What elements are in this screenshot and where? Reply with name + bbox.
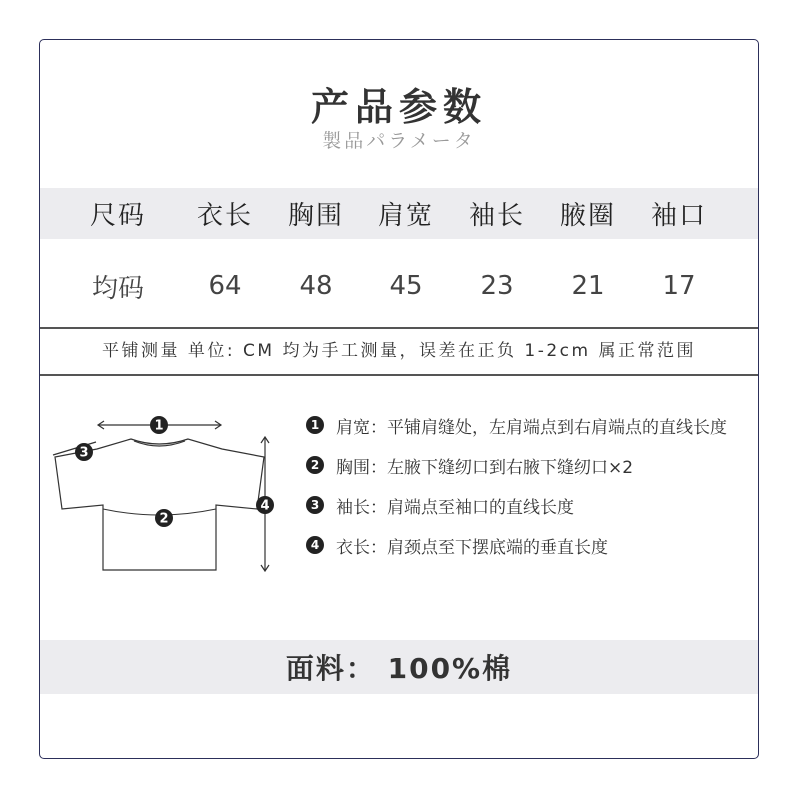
- page-subtitle: 製品パラメータ: [322, 130, 476, 152]
- legend-item-sleeve: [306, 495, 727, 518]
- marker-2-icon: [155, 509, 173, 527]
- page-title: 产品参数: [310, 85, 487, 129]
- number-2-icon: 2: [306, 456, 324, 474]
- value-cell-armhole: 21: [571, 271, 605, 301]
- header-cell-armhole: 腋圈: [559, 201, 617, 231]
- value-cell-length: 64: [208, 271, 242, 301]
- legend-item-chest: [306, 455, 727, 478]
- header-cell-chest: 胸围: [287, 201, 345, 231]
- marker-4-icon: [256, 496, 274, 514]
- size-table-value-row: [40, 258, 758, 314]
- value-cell-shoulder: 45: [389, 271, 423, 301]
- marker-3-icon: [75, 443, 93, 461]
- legend-text: 袖长：肩端点至袖口的直线长度: [336, 497, 574, 518]
- fabric-info: 面料： 100%棉: [40, 640, 758, 694]
- svg-text:1: 1: [154, 418, 164, 434]
- number-1-icon: 1: [306, 416, 324, 434]
- legend-text: 胸围：左腋下缝纫口到右腋下缝纫口×2: [336, 457, 634, 478]
- product-parameters-card: [39, 39, 759, 759]
- measurement-legend: [306, 415, 727, 575]
- svg-text:3: 3: [79, 445, 89, 461]
- svg-text:4: 4: [260, 498, 270, 514]
- legend-text: 衣长：肩颈点至下摆底端的垂直长度: [336, 537, 608, 558]
- header-cell-sleeve: 袖长: [468, 201, 526, 231]
- value-cell-cuff: 17: [662, 271, 696, 301]
- number-3-icon: 3: [306, 496, 324, 514]
- divider-bottom: [40, 374, 758, 376]
- header-cell-size: 尺码: [89, 201, 147, 231]
- legend-item-shoulder: [306, 415, 727, 438]
- svg-text:2: 2: [159, 511, 169, 527]
- length-measure-indicator: [250, 435, 280, 575]
- number-4-icon: 4: [306, 536, 324, 554]
- value-cell-size: 均码: [91, 273, 145, 304]
- tshirt-measurement-diagram: [50, 405, 280, 585]
- legend-item-length: [306, 535, 727, 558]
- value-cell-chest: 48: [299, 271, 333, 301]
- measurement-note: 平铺测量 单位: CM 均为手工测量，误差在正负 1-2cm 属正常范围: [102, 341, 696, 361]
- legend-text: 肩宽：平铺肩缝处，左肩端点到右肩端点的直线长度: [336, 417, 727, 438]
- header-cell-cuff: 袖口: [650, 201, 708, 231]
- header-cell-shoulder: 肩宽: [377, 201, 435, 231]
- header-cell-length: 衣长: [196, 201, 254, 231]
- size-table-header-row: [40, 188, 758, 239]
- value-cell-sleeve: 23: [480, 271, 514, 301]
- marker-1-icon: [150, 416, 168, 434]
